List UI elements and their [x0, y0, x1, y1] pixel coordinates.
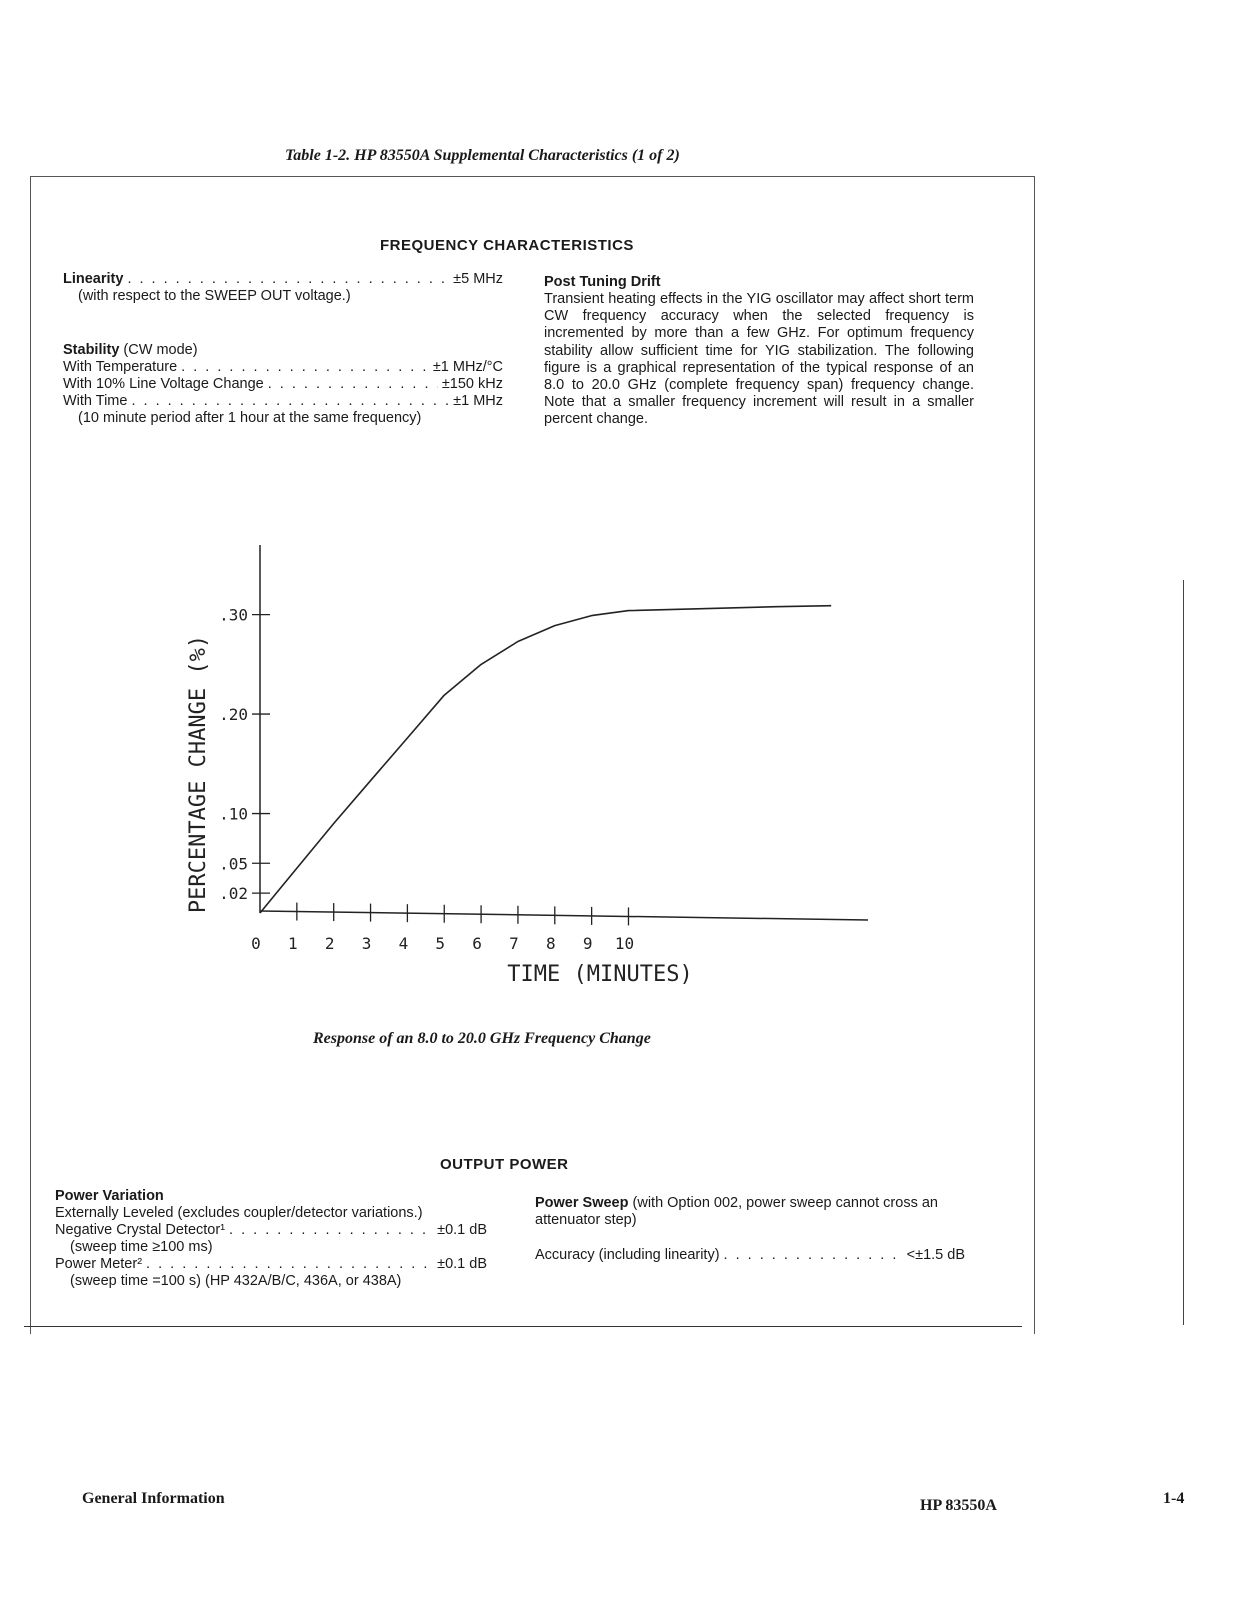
stability-temperature-value: ±1 MHz/°C — [432, 359, 503, 375]
x-tick-label: 0 — [251, 934, 261, 953]
leader-dots — [229, 1222, 433, 1239]
power-sweep-spec — [535, 1195, 975, 1264]
table-bottom-rule — [24, 1326, 1022, 1327]
x-tick-label: 4 — [398, 934, 409, 953]
stability-time-label: With Time — [63, 393, 128, 409]
output-power-heading: OUTPUT POWER — [440, 1156, 569, 1173]
stability-note: (10 minute period after 1 hour at the same frequency) — [78, 410, 422, 426]
ncd-value: ±0.1 dB — [437, 1222, 487, 1238]
x-tick-label: 1 — [288, 934, 298, 953]
x-tick-label: 9 — [582, 934, 593, 953]
linearity-label: Linearity — [63, 271, 124, 287]
x-tick-label: 6 — [472, 934, 482, 953]
power-variation-spec — [55, 1188, 487, 1290]
linearity-note: (with respect to the SWEEP OUT voltage.) — [78, 288, 351, 304]
x-axis-label: TIME (MINUTES) — [507, 962, 693, 987]
y-axis-label: PERCENTAGE CHANGE (%) — [186, 634, 211, 914]
x-tick-label: 2 — [324, 934, 335, 953]
y-tick-label: .05 — [219, 854, 248, 874]
accuracy-value: <±1.5 dB — [906, 1247, 965, 1263]
stability-line-voltage-label: With 10% Line Voltage Change — [63, 376, 264, 392]
chart-caption: Response of an 8.0 to 20.0 GHz Frequency Change — [313, 1030, 651, 1047]
table-caption: Table 1-2. HP 83550A Supplemental Characteristics (1 of 2) — [285, 147, 680, 164]
y-tick-label: .30 — [219, 605, 248, 625]
linearity-spec — [63, 271, 503, 305]
power-meter-note: (sweep time =100 s) (HP 432A/B/C, 436A, or 438A) — [70, 1273, 402, 1289]
power-meter-value: ±0.1 dB — [437, 1256, 487, 1272]
leader-dots — [724, 1247, 903, 1264]
leader-dots — [268, 376, 438, 393]
x-axis-line — [260, 911, 868, 920]
power-sweep-title: Power Sweep — [535, 1195, 629, 1211]
ncd-note: (sweep time ≥100 ms) — [70, 1239, 213, 1255]
linearity-value: ±5 MHz — [453, 271, 503, 287]
stability-label: Stability — [63, 342, 120, 358]
leader-dots — [181, 359, 429, 376]
leader-dots — [131, 393, 449, 410]
x-tick-label: 8 — [545, 934, 556, 953]
stability-temperature-label: With Temperature — [63, 359, 178, 375]
x-tick-label: 3 — [361, 934, 372, 953]
y-tick-label: .20 — [219, 705, 248, 725]
y-tick-label: .10 — [219, 804, 248, 824]
page-edge-line — [1183, 580, 1184, 1325]
x-tick-label: 5 — [435, 934, 446, 953]
power-sweep-note: (with Option 002, power sweep cannot cross an attenuator step) — [535, 1195, 938, 1228]
stability-line-voltage-value: ±150 kHz — [441, 376, 503, 392]
series-line — [260, 606, 831, 913]
accuracy-label: Accuracy (including linearity) — [535, 1247, 720, 1263]
externally-leveled-text: Externally Leveled (excludes coupler/detector variations.) — [55, 1205, 423, 1221]
leader-dots — [127, 271, 449, 288]
leader-dots — [146, 1256, 433, 1273]
x-tick-label: 10 — [614, 934, 635, 953]
frequency-heading: FREQUENCY CHARACTERISTICS — [380, 237, 634, 254]
drift-chart — [0, 530, 1000, 1000]
ncd-label: Negative Crystal Detector¹ — [55, 1222, 226, 1238]
drift-title: Post Tuning Drift — [544, 274, 661, 290]
footer-section: General Information — [82, 1490, 225, 1507]
x-tick-label: 7 — [509, 934, 519, 953]
power-meter-label: Power Meter² — [55, 1256, 143, 1272]
y-tick-label: .02 — [219, 884, 248, 904]
post-tuning-drift — [544, 274, 974, 429]
drift-text: Transient heating effects in the YIG oscillator may affect short term CW frequency accuracy when the selected frequency is incremented by more than a few GHz. For optimum frequency stability allow sufficient time for YIG stabilization. The following figure is a graphical representation of the typical response of an 8.0 to 20.0 GHz (complete frequency span) frequency change. Note that a smaller frequency increment will result in a smaller percent change. — [544, 291, 974, 428]
stability-spec — [63, 342, 503, 427]
footer-model: HP 83550A — [920, 1497, 997, 1514]
stability-label-suffix: (CW mode) — [119, 342, 198, 358]
stability-time-value: ±1 MHz — [453, 393, 503, 409]
page-number: 1-4 — [1163, 1490, 1185, 1507]
power-variation-title: Power Variation — [55, 1188, 164, 1204]
